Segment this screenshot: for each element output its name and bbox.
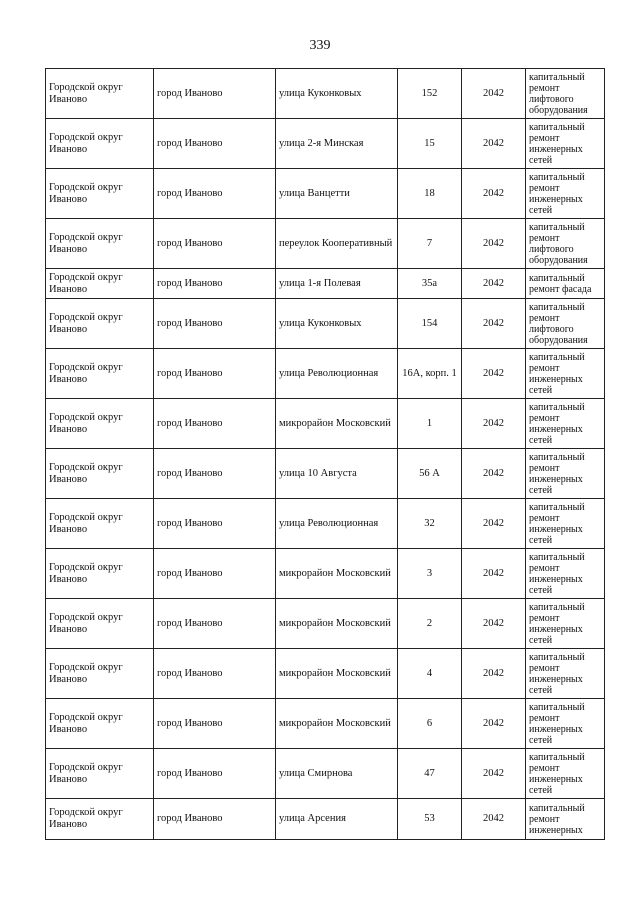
street-cell: улица Революционная [276,499,398,549]
year-cell: 2042 [462,399,526,449]
work-type-cell: капитальный ремонт инженерных сетей [526,349,605,399]
district-cell: Городской округ Иваново [46,119,154,169]
work-type-cell: капитальный ремонт лифтового оборудования [526,69,605,119]
city-cell: город Иваново [154,699,276,749]
table-row [46,649,605,699]
city-cell: город Иваново [154,119,276,169]
work-type-cell: капитальный ремонт инженерных сетей [526,649,605,699]
city-cell: город Иваново [154,499,276,549]
district-cell: Городской округ Иваново [46,799,154,840]
house-cell: 154 [398,299,462,349]
district-cell: Городской округ Иваново [46,449,154,499]
house-cell: 7 [398,219,462,269]
table-row [46,549,605,599]
house-cell: 32 [398,499,462,549]
district-cell: Городской округ Иваново [46,749,154,799]
table-row [46,299,605,349]
district-cell: Городской округ Иваново [46,299,154,349]
work-type-cell: капитальный ремонт инженерных сетей [526,549,605,599]
city-cell: город Иваново [154,449,276,499]
house-cell: 3 [398,549,462,599]
district-cell: Городской округ Иваново [46,499,154,549]
table-row [46,499,605,549]
year-cell: 2042 [462,299,526,349]
street-cell: микрорайон Московский [276,599,398,649]
table-row [46,219,605,269]
year-cell: 2042 [462,599,526,649]
city-cell: город Иваново [154,549,276,599]
city-cell: город Иваново [154,69,276,119]
street-cell: улица 2-я Минская [276,119,398,169]
street-cell: улица Революционная [276,349,398,399]
table-row [46,399,605,449]
district-cell: Городской округ Иваново [46,169,154,219]
street-cell: улица 1-я Полевая [276,269,398,299]
year-cell: 2042 [462,749,526,799]
work-type-cell: капитальный ремонт лифтового оборудования [526,219,605,269]
street-cell: улица Арсения [276,799,398,840]
work-type-cell: капитальный ремонт инженерных сетей [526,749,605,799]
district-cell: Городской округ Иваново [46,399,154,449]
work-type-cell: капитальный ремонт лифтового оборудования [526,299,605,349]
city-cell: город Иваново [154,269,276,299]
house-cell: 152 [398,69,462,119]
year-cell: 2042 [462,799,526,840]
work-type-cell: капитальный ремонт инженерных сетей [526,499,605,549]
page-number: 339 [309,38,331,53]
year-cell: 2042 [462,349,526,399]
house-cell: 4 [398,649,462,699]
year-cell: 2042 [462,499,526,549]
table-row [46,599,605,649]
city-cell: город Иваново [154,799,276,840]
house-cell: 6 [398,699,462,749]
house-cell: 18 [398,169,462,219]
street-cell: микрорайон Московский [276,649,398,699]
street-cell: улица 10 Августа [276,449,398,499]
work-type-cell: капитальный ремонт инженерных сетей [526,119,605,169]
table-row [46,69,605,119]
work-type-cell: капитальный ремонт инженерных [526,799,605,840]
street-cell: улица Куконковых [276,299,398,349]
work-type-cell: капитальный ремонт инженерных сетей [526,699,605,749]
district-cell: Городской округ Иваново [46,649,154,699]
table-row [46,169,605,219]
district-cell: Городской округ Иваново [46,549,154,599]
year-cell: 2042 [462,449,526,499]
table-row [46,799,605,840]
street-cell: микрорайон Московский [276,549,398,599]
table-row [46,449,605,499]
house-cell: 35а [398,269,462,299]
city-cell: город Иваново [154,299,276,349]
city-cell: город Иваново [154,219,276,269]
house-cell: 16А, корп. 1 [398,349,462,399]
table-row [46,269,605,299]
work-type-cell: капитальный ремонт инженерных сетей [526,169,605,219]
city-cell: город Иваново [154,649,276,699]
district-cell: Городской округ Иваново [46,219,154,269]
district-cell: Городской округ Иваново [46,699,154,749]
work-type-cell: капитальный ремонт инженерных сетей [526,449,605,499]
district-cell: Городской округ Иваново [46,599,154,649]
table-row [46,749,605,799]
year-cell: 2042 [462,219,526,269]
repair-schedule-table [45,68,605,840]
city-cell: город Иваново [154,599,276,649]
city-cell: город Иваново [154,349,276,399]
street-cell: микрорайон Московский [276,399,398,449]
year-cell: 2042 [462,169,526,219]
district-cell: Городской округ Иваново [46,69,154,119]
city-cell: город Иваново [154,169,276,219]
house-cell: 15 [398,119,462,169]
year-cell: 2042 [462,549,526,599]
street-cell: улица Смирнова [276,749,398,799]
table-row [46,119,605,169]
house-cell: 47 [398,749,462,799]
street-cell: переулок Кооперативный [276,219,398,269]
house-cell: 2 [398,599,462,649]
house-cell: 56 А [398,449,462,499]
year-cell: 2042 [462,269,526,299]
house-cell: 1 [398,399,462,449]
table-row [46,699,605,749]
year-cell: 2042 [462,649,526,699]
street-cell: улица Ванцетти [276,169,398,219]
work-type-cell: капитальный ремонт инженерных сетей [526,399,605,449]
table-row [46,349,605,399]
city-cell: город Иваново [154,749,276,799]
city-cell: город Иваново [154,399,276,449]
work-type-cell: капитальный ремонт фасада [526,269,605,299]
year-cell: 2042 [462,699,526,749]
district-cell: Городской округ Иваново [46,349,154,399]
year-cell: 2042 [462,69,526,119]
district-cell: Городской округ Иваново [46,269,154,299]
work-type-cell: капитальный ремонт инженерных сетей [526,599,605,649]
year-cell: 2042 [462,119,526,169]
house-cell: 53 [398,799,462,840]
street-cell: микрорайон Московский [276,699,398,749]
street-cell: улица Куконковых [276,69,398,119]
